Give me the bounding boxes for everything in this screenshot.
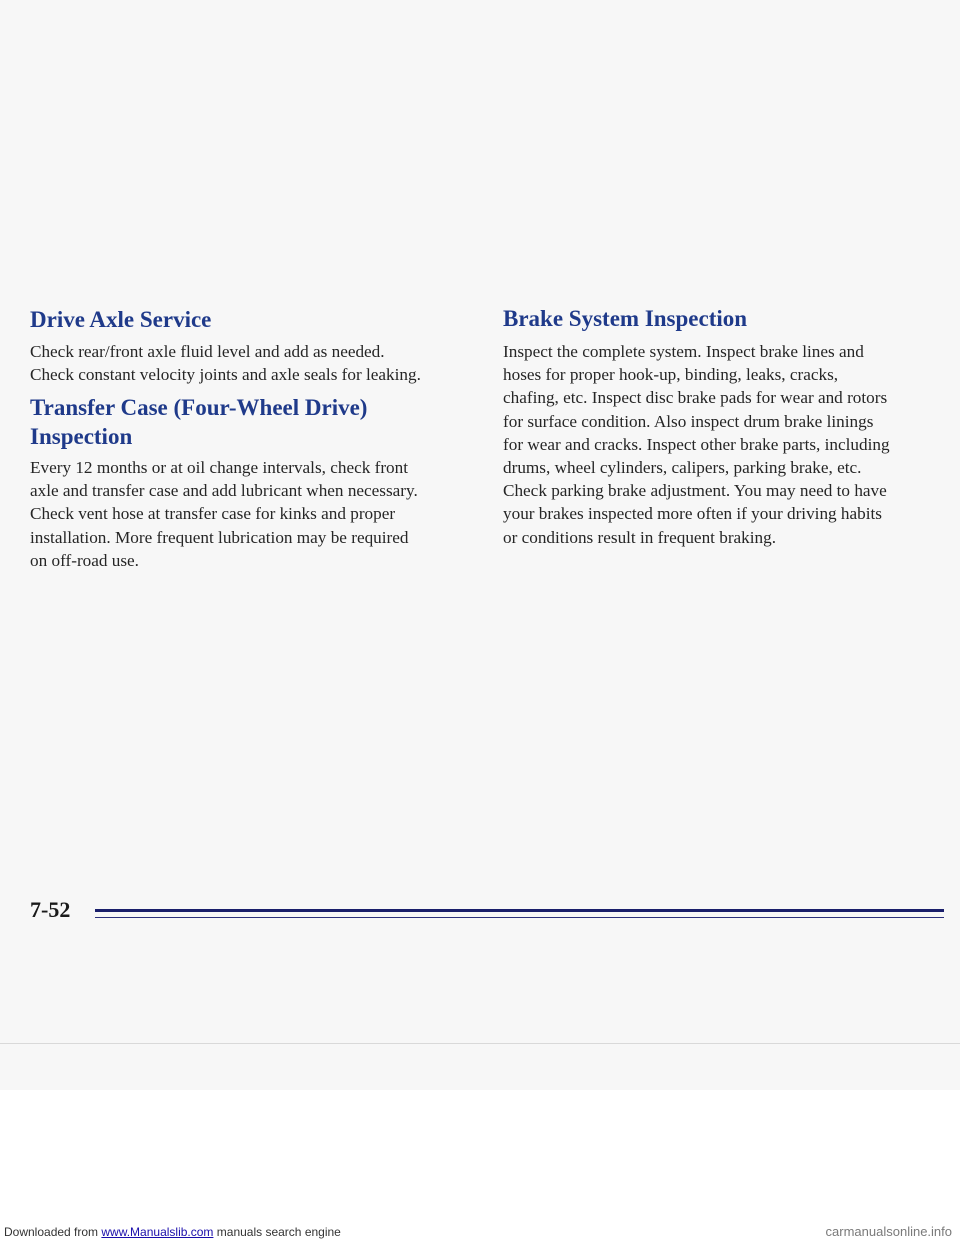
download-suffix: manuals search engine	[213, 1225, 341, 1239]
text-line: on off-road use.	[30, 550, 139, 570]
drive-axle-service-text	[30, 340, 421, 386]
manualslib-link[interactable]: www.Manualslib.com	[101, 1225, 214, 1239]
text-line: chafing, etc. Inspect disc brake pads for wear and rotors	[503, 388, 888, 408]
text-line: or conditions result in frequent braking.	[503, 527, 777, 547]
download-credit	[4, 1222, 341, 1242]
download-prefix: Downloaded from	[4, 1225, 102, 1239]
text-line: for surface condition. Also inspect drum brake linings	[503, 411, 874, 431]
text-line: your brakes inspected more often if your driving habits	[503, 504, 882, 524]
brake-system-inspection-text	[503, 340, 890, 549]
text-line: installation. More frequent lubrication may be required	[30, 527, 409, 547]
brake-system-inspection-heading: Brake System Inspection	[503, 306, 748, 331]
text-line: Check constant velocity joints and axle seals for leaking.	[30, 365, 421, 385]
text-line: drums, wheel cylinders, calipers, parking brake, etc.	[503, 458, 862, 478]
text-line: Check rear/front axle fluid level and add as needed.	[30, 342, 385, 361]
text-line: Every 12 months or at oil change intervals, check front	[30, 458, 409, 477]
heading-line: Transfer Case (Four-Wheel Drive)	[30, 395, 368, 420]
text-line: hoses for proper hook-up, binding, leaks, cracks,	[503, 365, 839, 385]
scan-artifact-line	[0, 1043, 960, 1044]
heading-line: Inspection	[30, 424, 133, 449]
text-line: Check parking brake adjustment. You may need to have	[503, 481, 887, 501]
transfer-case-text	[30, 456, 418, 572]
transfer-case-heading	[30, 393, 367, 451]
download-footer-bar	[0, 1222, 960, 1242]
page-number: 7-52	[30, 897, 71, 922]
watermark-text: carmanualsonline.info	[825, 1224, 952, 1239]
text-line: for wear and cracks. Inspect other brake parts, including	[503, 434, 890, 454]
text-line: axle and transfer case and add lubricant when necessary.	[30, 481, 418, 501]
footer-rule-thin	[95, 917, 944, 918]
text-line: Inspect the complete system. Inspect brake lines and	[503, 342, 864, 361]
drive-axle-service-heading: Drive Axle Service	[30, 307, 212, 332]
footer-rule	[95, 909, 944, 912]
text-line: Check vent hose at transfer case for kinks and proper	[30, 504, 396, 524]
